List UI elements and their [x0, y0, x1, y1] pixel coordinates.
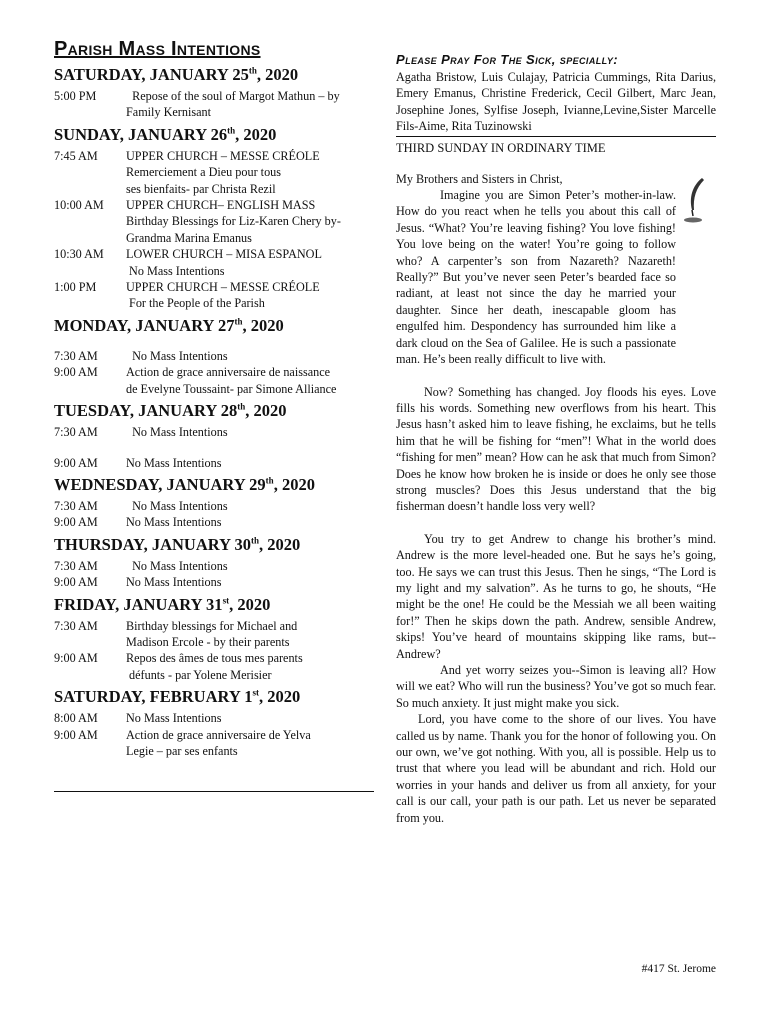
- mass-intention: [126, 618, 374, 651]
- mass-intention: [126, 88, 374, 121]
- day-heading-date: MONDAY, JANUARY 27: [54, 315, 235, 335]
- mass-intention: [126, 148, 374, 197]
- mass-intentions-title: Parish Mass Intentions: [54, 38, 261, 60]
- day-heading-suffix: th: [234, 316, 243, 327]
- quill-pen-icon: [682, 176, 708, 224]
- page-footer: #417 St. Jerome: [641, 963, 716, 975]
- day-heading-year: , 2020: [229, 594, 271, 614]
- day-heading-year: , 2020: [256, 65, 299, 84]
- intention-line: Remerciement a Dieu pour tous: [126, 165, 282, 180]
- mass-entry: [54, 558, 374, 574]
- mass-time: 9:00 AM: [54, 651, 98, 666]
- mass-time: 10:30 AM: [54, 247, 104, 262]
- mass-time: 5:00 PM: [54, 89, 97, 103]
- intention-line: Repos des âmes de tous mes parents: [126, 651, 303, 666]
- intention-line: UPPER CHURCH – MESSE CRÉOLE: [126, 148, 320, 163]
- intention-line: Birthday Blessings for Liz-Karen Chery by-: [126, 214, 341, 229]
- mass-intention: [126, 455, 374, 471]
- day-heading: [54, 475, 374, 495]
- mass-intentions-column: [54, 38, 374, 759]
- day-heading: [54, 535, 374, 555]
- mass-intention: [126, 348, 374, 364]
- day-heading-suffix: st: [252, 687, 260, 698]
- mass-entry: [54, 197, 374, 246]
- intention-line: UPPER CHURCH– ENGLISH MASS: [126, 198, 316, 213]
- mass-intention: [126, 574, 374, 590]
- mass-time: 7:45 AM: [54, 148, 98, 163]
- mass-entry: [54, 618, 374, 651]
- mass-entry: [54, 710, 374, 726]
- mass-time: 7:30 AM: [54, 348, 98, 363]
- day-heading: [54, 125, 374, 145]
- reflection-paragraph-4: And yet worry seizes you--Simon is leaving all? How will we eat? Who will run the business? You’ve got so much fear. So much anxiety. It just might make you sick.: [396, 663, 716, 710]
- days-list: [54, 65, 374, 759]
- mass-intention: [126, 514, 374, 530]
- day-heading: [54, 65, 374, 85]
- intention-line: Grandma Marina Emanus: [126, 230, 252, 245]
- intention-line: Family Kernisant: [126, 105, 211, 120]
- mass-time: 7:30 AM: [54, 425, 98, 440]
- intention-line: Madison Ercole - by their parents: [126, 634, 290, 649]
- greeting: My Brothers and Sisters in Christ,: [396, 171, 563, 186]
- mass-entry: [54, 650, 374, 683]
- mass-time: 7:30 AM: [54, 498, 98, 513]
- sick-names: Agatha Bristow, Luis Culajay, Patricia Cummings, Rita Darius, Emery Emanus, Christine Frederick, Cecil Gilbert, Marc Jean, Josephine Jones, Sylfise Joseph, Ivianne,Levine,Sister Marcelle Fils-Aime, Rita Tuzinowski: [396, 69, 716, 137]
- mass-time: 10:00 AM: [54, 198, 104, 213]
- mass-intention: [126, 558, 374, 574]
- mass-time: 9:00 AM: [54, 365, 98, 380]
- day-heading-suffix: th: [265, 475, 274, 486]
- day-heading-date: WEDNESDAY, JANUARY 29: [54, 474, 266, 494]
- mass-intention: [126, 364, 374, 397]
- intention-line: No Mass Intentions: [126, 348, 228, 363]
- reflection-column: [396, 38, 716, 826]
- intention-line: Legie – par ses enfants: [126, 743, 238, 758]
- mass-entry: [54, 279, 374, 312]
- day-heading-year: , 2020: [259, 687, 301, 707]
- day-heading-date: THURSDAY, JANUARY 30: [54, 534, 251, 554]
- mass-intention: [126, 727, 374, 760]
- day-heading: [54, 401, 374, 421]
- day-heading-date: SATURDAY, FEBRUARY 1: [54, 687, 253, 707]
- day-heading-year: , 2020: [235, 124, 277, 144]
- reflection-paragraph-2: Now? Something has changed. Joy floods his eyes. Love fills his words. Something new overflows from his heart. This Jesus hasn’t asked him to leave fishing, he exclaims, but he tells him that he will be fishing for “men”! What in the world does “fishing for men” mean? How can he ask that much from Simon? Does he know how broken he is inside or does he only see those strong muscles? Does this Jesus understand that the big fisherman doesn’t handle loss very well?: [396, 384, 716, 514]
- intention-line: ses bienfaits- par Christa Rezil: [126, 181, 276, 196]
- mass-time: 9:00 AM: [54, 515, 98, 530]
- day-heading-date: SUNDAY, JANUARY 26: [54, 124, 228, 144]
- day-heading-date: SATURDAY, JANUARY 25: [54, 65, 249, 84]
- intention-line: défunts - par Yolene Merisier: [126, 667, 272, 682]
- intention-line: No Mass Intentions: [126, 711, 222, 726]
- intention-line: Action de grace anniversaire de naissance: [126, 365, 331, 380]
- intention-line: No Mass Intentions: [126, 425, 228, 440]
- intention-line: Repose of the soul of Margot Mathun – by: [126, 89, 340, 103]
- day-heading: [54, 316, 374, 336]
- mass-entry: [54, 88, 374, 121]
- day-heading-suffix: th: [251, 535, 260, 546]
- column-divider-rule: [54, 791, 374, 792]
- mass-entry: [54, 148, 374, 197]
- intention-line: No Mass Intentions: [126, 515, 222, 530]
- day-heading: [54, 687, 374, 707]
- mass-intention: [126, 710, 374, 726]
- mass-intention: [126, 279, 374, 312]
- day-heading-suffix: th: [227, 125, 236, 136]
- intention-line: No Mass Intentions: [126, 558, 228, 573]
- mass-entry: [54, 424, 374, 440]
- day-heading-date: FRIDAY, JANUARY 31: [54, 594, 223, 614]
- mass-entry: [54, 364, 374, 397]
- mass-time: 7:30 AM: [54, 558, 98, 573]
- intention-line: No Mass Intentions: [126, 263, 225, 278]
- mass-time: 9:00 AM: [54, 575, 98, 590]
- mass-time: 9:00 AM: [54, 727, 98, 742]
- mass-entry: [54, 514, 374, 530]
- mass-intention: [126, 650, 374, 683]
- reflection-paragraph-3: You try to get Andrew to change his brother’s mind. Andrew is the more level-headed one. But he says he’s going, too. He says we can trust this Jesus. Then he sings, “The Lord is my light and my salvation”. As he turns to go, he shouts, “He might be the one! He could be the Messiah we all been waiting for!” Then he skips down the path. Andrew, sensible Andrew, skips! You’ve heard of mountains skipping like rams, but--Andrew?: [396, 531, 716, 661]
- day-heading-year: , 2020: [245, 401, 287, 421]
- mass-time: 9:00 AM: [54, 455, 98, 470]
- day-heading-suffix: th: [248, 65, 257, 76]
- day-heading-year: , 2020: [242, 315, 284, 335]
- day-heading-date: TUESDAY, JANUARY 28: [54, 401, 238, 421]
- intention-line: No Mass Intentions: [126, 498, 228, 513]
- reflection-paragraph-1: Imagine you are Simon Peter’s mother-in-law. How do you react when he tells you about this call of Jesus. “What? You’re leaving fishing? You love fishing! You love being on the water! You’re going to follow who? A carpenter’s son from Nazareth? Nazareth! Really?” But you’ve never seen Peter’s bearded face so radiant, at least not since the day he married your daughter. Since her death, inescapable gloom has engulfed him. Despondency has surrounded him like a dark cloud on the Sea of Galilee. He is such a passionate man. He’s been really difficult to live with.: [396, 188, 676, 367]
- mass-entry: [54, 455, 374, 471]
- intention-line: Action de grace anniversaire de Yelva: [126, 727, 311, 742]
- intention-line: Birthday blessings for Michael and: [126, 618, 298, 633]
- sick-heading: Please Pray For The Sick, specially:: [396, 52, 618, 67]
- intention-line: No Mass Intentions: [126, 455, 222, 470]
- mass-entry: [54, 246, 374, 279]
- mass-time: 7:30 AM: [54, 618, 98, 633]
- intention-line: de Evelyne Toussaint- par Simone Alliance: [126, 381, 337, 396]
- mass-entry: [54, 727, 374, 760]
- intention-line: LOWER CHURCH – MISA ESPANOL: [126, 247, 322, 262]
- day-heading-suffix: st: [222, 595, 230, 606]
- mass-entry: [54, 574, 374, 590]
- mass-entry: [54, 498, 374, 514]
- mass-intention: [126, 197, 374, 246]
- mass-time: 8:00 AM: [54, 711, 98, 726]
- day-heading-year: , 2020: [259, 534, 301, 554]
- mass-time: 1:00 PM: [54, 280, 97, 295]
- mass-intention: [126, 498, 374, 514]
- mass-intention: [126, 246, 374, 279]
- sunday-heading: THIRD SUNDAY IN ORDINARY TIME: [396, 140, 606, 155]
- reflection-paragraph-5: Lord, you have come to the shore of our lives. You have called us by name. Thank you for the honor of following you. On our own, we’ve got nothing. With you, all is possible. Help us to trust that where you lead will be abundant and rich. Hold our worries in your hands and deliver us from all anxiety, for your call is our call, your path is our path. Let us never be separated from you.: [396, 712, 716, 825]
- day-heading-year: , 2020: [273, 474, 315, 494]
- day-heading: [54, 595, 374, 615]
- intention-line: No Mass Intentions: [126, 575, 222, 590]
- day-heading-suffix: th: [237, 401, 246, 412]
- mass-intention: [126, 424, 374, 440]
- intention-line: For the People of the Parish: [126, 296, 265, 311]
- intention-line: UPPER CHURCH – MESSE CRÉOLE: [126, 280, 320, 295]
- mass-entry: [54, 348, 374, 364]
